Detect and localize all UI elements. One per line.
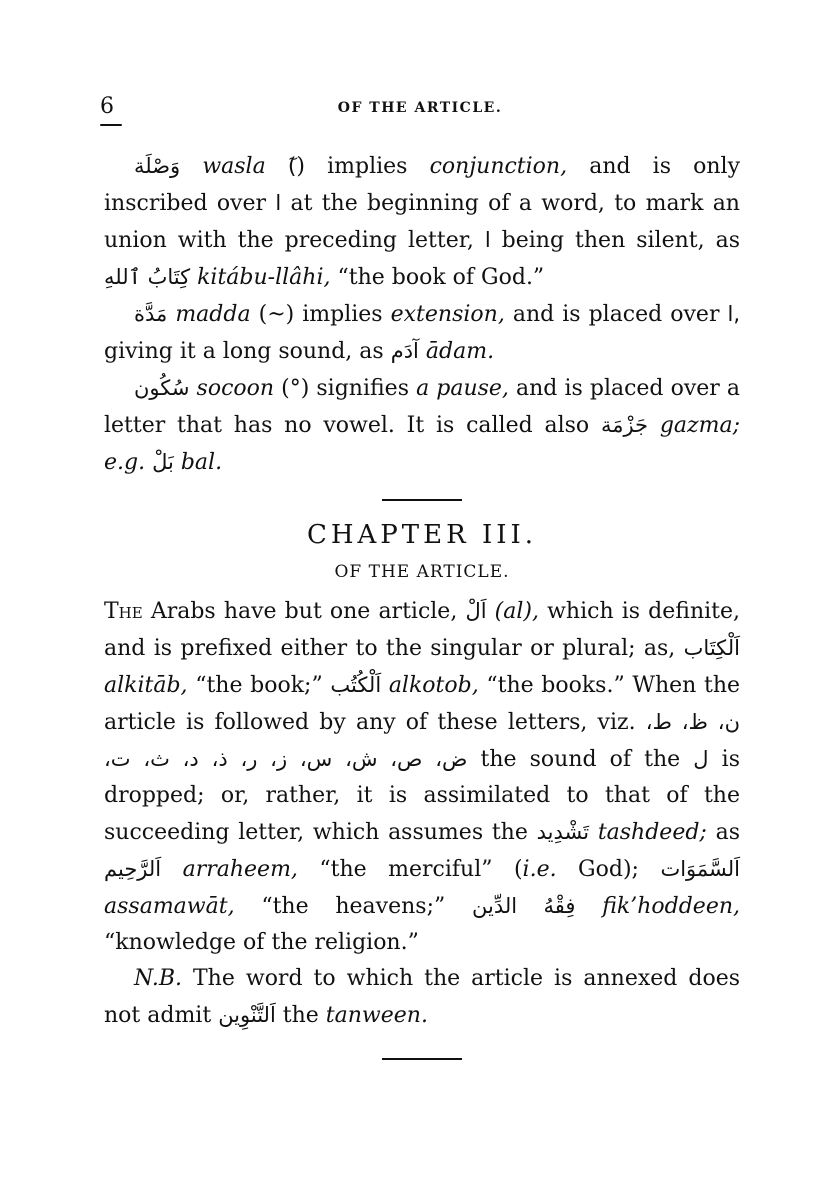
transliteration: (al), [494,599,539,624]
arabic-example: اَلرَّحِيم [104,857,162,881]
arabic-example: كِتَابُ ٱللهِ [104,265,191,289]
term: socoon [196,376,275,401]
term-alt: gazma; [659,413,740,438]
transliteration: bal. [180,450,223,475]
arabic-letter: ا [275,191,282,215]
text: “the heavens;” [234,894,472,919]
text: “the book of God.” [330,265,545,290]
page-number-underline [100,124,122,126]
meaning: a pause, [416,376,509,401]
text: Arabs have but one article, [142,599,466,624]
text: is dropped; or, rather, it is assimilated to that of the succeeding letter, which assumes the [104,747,740,845]
paragraph-wasla [104,148,740,296]
text: “knowledge of the religion.” [104,930,419,955]
nb-label: N.B. [134,966,182,991]
arabic-example: اَلْكُتُب [330,673,382,697]
term: tanween. [325,1003,428,1028]
arabic-letter: ا, [727,302,741,326]
transliteration: alkitāb, [104,673,188,698]
section-divider [382,499,462,501]
page-number: 6 [100,94,114,119]
term: tashdeed; [597,820,707,845]
text: signifies [309,376,417,401]
text: God); [556,857,661,882]
text: and is placed over [504,302,728,327]
text: “the merciful” ( [297,857,523,882]
paragraph-article [104,593,740,961]
arabic-term: اَلتَّنْوِين [218,1003,276,1027]
chapter-title: CHAPTER III. [306,520,538,550]
meaning: extension, [390,302,505,327]
arabic-term: وَصْلَة [134,154,181,178]
eg-abbrev: e.g. [104,450,146,475]
transliteration: assamawāt, [104,894,235,919]
running-title: OF THE ARTICLE. [337,100,503,116]
paragraph-socoon [104,370,740,481]
page-header [0,94,840,124]
arabic-article: اَلْ [465,599,487,623]
term: madda [175,302,251,327]
ie-abbrev: i.e. [522,857,557,882]
arabic-term: سُكُون [134,376,190,400]
arabic-letter: ا [484,228,491,252]
text: the sound of the [467,747,694,772]
text: giving it a long sound, as [104,339,391,364]
text: “the books.” When the article is followed by any of these letters, viz. [104,673,741,735]
sign: (°) [281,376,310,401]
sign: (ٓ) [287,154,305,179]
arabic-letter: ل [693,747,709,771]
sign: (~) [258,302,295,327]
arabic-term: تَشْدِيد [536,820,590,844]
text: and is placed over a letter that has no vowel. It is called also [104,376,740,438]
meaning: conjunction, [429,154,568,179]
transliteration: kitábu-llâhi, [197,265,331,290]
arabic-example: اَلسَّمَوَات [660,857,740,881]
text: “the book;” [187,673,331,698]
arabic-term: مَدَّة [134,302,168,326]
paragraph-madda [104,296,740,370]
arabic-example: فِقْهُ الدِّين [472,894,576,918]
arabic-letter-list: ن، ظ، ط، ض، ص، ش، س، ز، ر، ذ، د، ث، ت، [104,710,740,771]
paragraph-nb [104,961,740,1034]
transliteration: arraheem, [182,857,298,882]
text: implies [294,302,391,327]
arabic-term-alt: جَزْمَة [600,413,649,437]
text: the [275,1003,326,1028]
text: being then silent, as [490,228,741,253]
text: as [706,820,740,845]
arabic-example: بَلْ [152,450,174,474]
lead-word: The [104,599,143,624]
chapter-subtitle: OF THE ARTICLE. [334,562,510,582]
text: and is only inscribed over [104,154,741,216]
text: at the beginning of a word, to mark an union with the preceding letter, [104,191,740,253]
end-divider [382,1058,462,1060]
text: The word to which the article is annexed does not admit [104,966,740,1028]
transliteration: alkotob, [388,673,479,698]
arabic-example: آدَم [390,339,419,363]
text: implies [305,154,430,179]
page-body [104,148,740,1060]
text: which is definite, and is prefixed either to the singular or plural; as, [104,599,740,661]
arabic-example: اَلْكِتَاب [683,636,740,660]
transliteration: ādam. [425,339,495,364]
term: wasla [202,154,266,179]
transliteration: fik’hoddeen, [602,894,740,919]
